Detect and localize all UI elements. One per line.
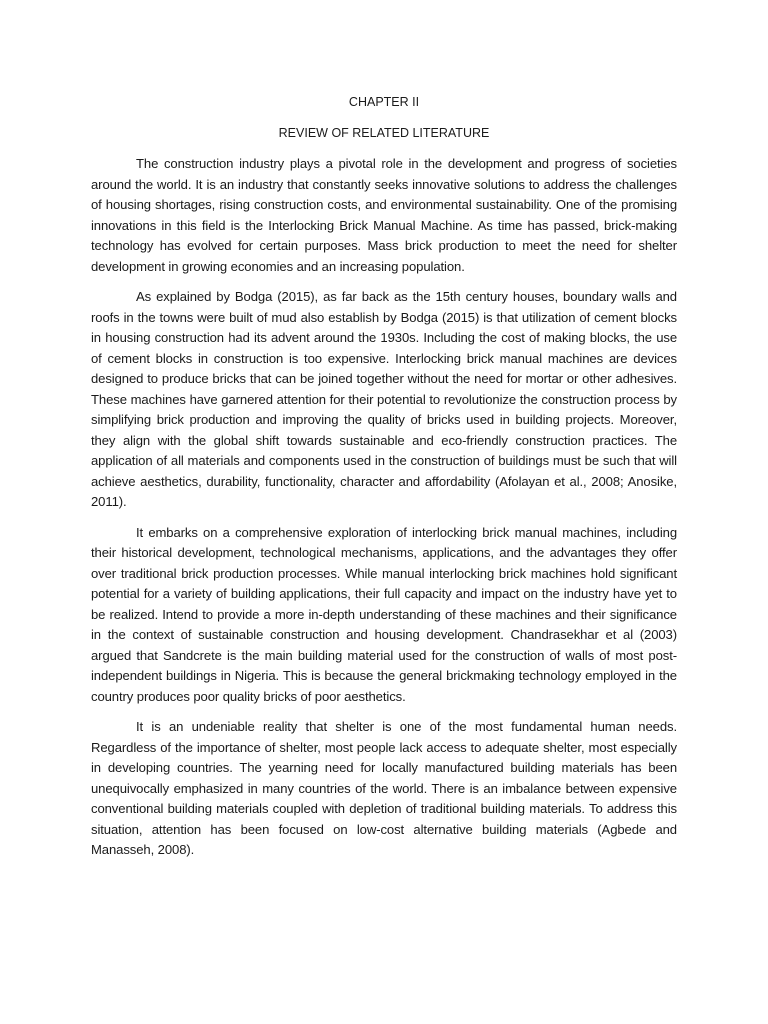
section-title: REVIEW OF RELATED LITERATURE: [278, 126, 490, 140]
paragraph-2: As explained by Bodga (2015), as far back as the 15th century houses, boundary walls and roofs in the towns were built of mud also establish by Bodga (2015) is that utilization of cement blocks in housing construction had its advent around the 1930s. Including the cost of making blocks, the use of cement blocks in construction is too expensive. Interlocking brick manual machines are devices designed to produce bricks that can be joined together without the need for mortar or other adhesives. These machines have garnered attention for their potential to revolutionize the construction process by simplifying brick production and improving the quality of bricks used in building projects. Moreover, they align with the global shift towards sustainable and eco-friendly construction practices. The application of all materials and components used in the construction of buildings must be such that will achieve aesthetics, durability, functionality, character and affordability (Afolayan et al., 2008; Anosike, 2011).: [91, 289, 677, 509]
paragraph-4: It is an undeniable reality that shelter is one of the most fundamental human needs. Regardless of the importance of shelter, most people lack access to adequate shelter, most especially in developing countries. The yearning need for locally manufactured building materials has been unequivocally emphasized in many countries of the world. There is an imbalance between expensive conventional building materials coupled with depletion of traditional building materials. To address this situation, attention has been focused on low-cost alternative building materials (Agbede and Manasseh, 2008).: [91, 719, 677, 857]
paragraph-1: The construction industry plays a pivotal role in the development and progress of societies around the world. It is an industry that constantly seeks innovative solutions to address the challenges of housing shortages, rising construction costs, and environmental sustainability. One of the promising innovations in this field is the Interlocking Brick Manual Machine. As time has passed, brick-making technology has evolved for certain purposes. Mass brick production to meet the need for shelter development in growing economies and an increasing population.: [91, 156, 677, 274]
paragraph-3: It embarks on a comprehensive exploration of interlocking brick manual machines, including their historical development, technological mechanisms, applications, and the advantages they offer over traditional brick production processes. While manual interlocking brick machines hold significant potential for a variety of building applications, their full capacity and impact on the industry have yet to be realized. Intend to provide a more in-depth understanding of these machines and their significance in the context of sustainable construction and housing development. Chandrasekhar et al (2003) argued that Sandcrete is the main building material used for the construction of walls of most post-independent buildings in Nigeria. This is because the general brickmaking technology employed in the country produces poor quality bricks of poor aesthetics.: [91, 524, 677, 704]
page-content: [91, 92, 677, 871]
chapter-heading: CHAPTER II: [348, 95, 420, 109]
